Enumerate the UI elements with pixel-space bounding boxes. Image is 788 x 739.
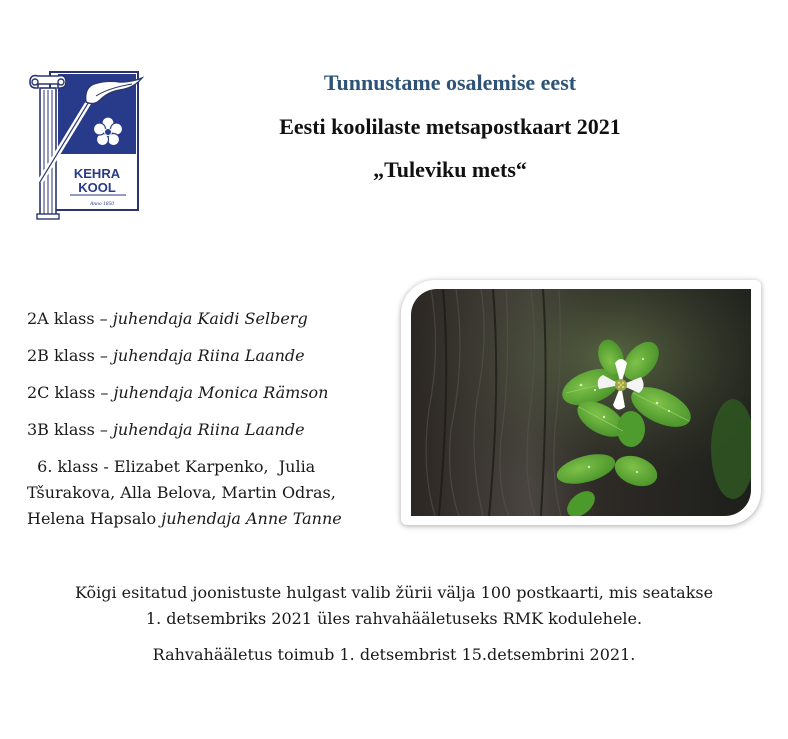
- class-list: [27, 306, 397, 532]
- class-row-2c: [27, 380, 397, 406]
- class-row-6: [27, 454, 397, 532]
- class-teacher: juhendaja Riina Laande: [112, 420, 305, 439]
- kehra-kool-logo-icon: [28, 70, 146, 222]
- footer-line2: 1. detsembriks 2021 üles rahvahääletuseks RMK kodulehele.: [145, 609, 643, 628]
- logo-name-line2: KOOL: [78, 180, 116, 195]
- class-label: 2A klass –: [27, 309, 113, 328]
- bunchberry-flower-photo: [411, 289, 751, 516]
- voting-dates: Rahvahääletus toimub 1. detsembrist 15.detsembrini 2021.: [152, 645, 636, 664]
- sixth-class-line1: 6. klass - Elizabet Karpenko, Julia: [27, 457, 316, 476]
- photo-frame: [401, 280, 761, 525]
- competition-title: Eesti koolilaste metsapostkaart 2021: [279, 114, 621, 139]
- class-teacher: juhendaja Monica Rämson: [113, 383, 329, 402]
- footer-line1: Kõigi esitatud joonistuste hulgast valib žürii välja 100 postkaarti, mis seatakse: [74, 583, 714, 602]
- class-label: 2B klass –: [27, 346, 113, 365]
- class-teacher: juhendaja Kaidi Selberg: [112, 309, 308, 328]
- class-row-3b: [27, 417, 397, 443]
- class-label: 3B klass –: [27, 420, 113, 439]
- sixth-class-line2: Tšurakova, Alla Belova, Martin Odras,: [27, 483, 336, 502]
- class-label: 2C klass –: [27, 383, 114, 402]
- school-logo: [28, 70, 146, 222]
- class-row-2b: [27, 343, 397, 369]
- recognition-title: Tunnustame osalemise eest: [323, 70, 577, 95]
- logo-since: Anno 1850: [90, 201, 114, 207]
- footer-paragraph: [0, 580, 788, 632]
- class-teacher: juhendaja Riina Laande: [112, 346, 305, 365]
- sixth-class-line3: Helena Hapsalo: [27, 509, 162, 528]
- competition-theme: „Tuleviku mets“: [373, 157, 527, 182]
- class-row-2a: [27, 306, 397, 332]
- sixth-class-teacher: juhendaja Anne Tanne: [161, 509, 342, 528]
- logo-name-line1: KEHRA: [73, 166, 121, 181]
- forest-flower-image: [411, 289, 751, 516]
